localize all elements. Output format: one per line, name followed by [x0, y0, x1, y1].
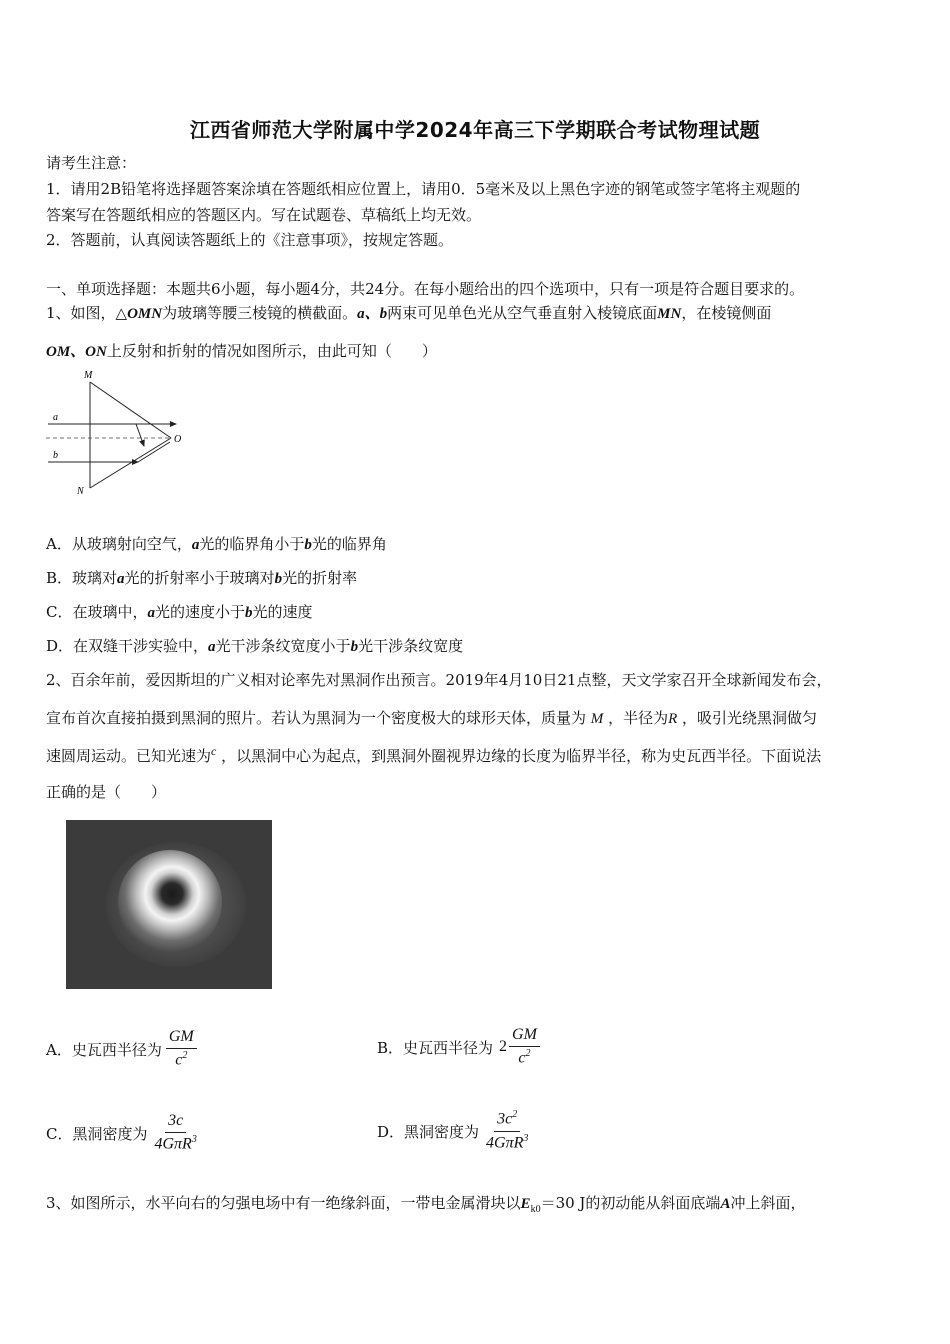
prism-figure — [44, 366, 194, 500]
q1-option-a[interactable]: A．从玻璃射向空气，a光的临界角小于b光的临界角 — [46, 535, 387, 553]
q2-option-b[interactable]: B．史瓦西半径为 2 $\frac{GM}{c^2}$ — [377, 1022, 540, 1072]
prism-side-on — [90, 438, 171, 488]
black-hole-image — [66, 820, 272, 989]
label-b: b — [53, 450, 58, 461]
q2-stem-line2: 宣布首次直接拍摄到黑洞的照片。若认为黑洞为一个密度极大的球形天体，质量为 M ，半径为R ，吸引光绕黑洞做匀 — [46, 709, 818, 727]
label-N: N — [77, 486, 84, 497]
section-heading: 一、单项选择题：本题共6小题，每小题4分，共24分。在每小题给出的四个选项中，只有一项是符合题目要求的。 — [46, 280, 805, 298]
q3-stem-line1: 3、如图所示，水平向右的匀强电场中有一绝缘斜面，一带电金属滑块以$E_{k0}=30$ J的初动能从斜面底端A冲上斜面， — [46, 1194, 806, 1215]
page-title: 江西省师范大学附属中学2024年高三下学期联合考试物理试题 — [189, 118, 761, 142]
q2-option-d[interactable]: D．黑洞密度为 $\frac{3c^2}{4G\pi R^3}$ — [377, 1109, 529, 1151]
q1-option-d[interactable]: D．在双缝干涉实验中，a光干涉条纹宽度小于b光干涉条纹宽度 — [46, 637, 464, 655]
ray-a-reflected — [136, 424, 144, 446]
notice-item: 2．答题前，认真阅读答题纸上的《注意事项》，按规定答题。 — [46, 231, 454, 249]
ray-b-path — [138, 442, 170, 462]
q1-option-b[interactable]: B．玻璃对a光的折射率小于玻璃对b光的折射率 — [46, 569, 358, 587]
label-a: a — [53, 412, 58, 423]
q2-option-a[interactable]: A．史瓦西半径为 $\frac{GM}{c^2}$ — [46, 1024, 197, 1074]
q1-stem-line2: OM、ON上反射和折射的情况如图所示，由此可知（ ） — [46, 342, 437, 360]
q2-option-c[interactable]: C．黑洞密度为 $\frac{3c}{4G\pi R^3}$ — [46, 1112, 197, 1153]
q2-stem-line4: 正确的是（ ） — [46, 783, 167, 801]
prism-side-om — [90, 382, 171, 438]
notice-item: 答案写在答题纸相应的答题区内。写在试题卷、草稿纸上均无效。 — [46, 206, 482, 224]
notice-heading: 请考生注意： — [46, 154, 137, 172]
label-O: O — [174, 434, 182, 445]
q2-stem-line1: 2、百余年前，爱因斯坦的广义相对论率先对黑洞作出预言。2019年4月10日21点整，天文学家召开全球新闻发布会， — [46, 671, 832, 689]
q1-option-c[interactable]: C．在玻璃中，a光的速度小于b光的速度 — [46, 603, 313, 621]
label-M: M — [84, 370, 93, 381]
q1-stem-line1: 1、如图，△OMN为玻璃等腰三棱镜的横截面。a、b两束可见单色光从空气垂直射入棱镜底面MN，在棱镜侧面 — [46, 304, 772, 322]
notice-item: 1．请用2B铅笔将选择题答案涂填在答题纸相应位置上，请用0．5毫米及以上黑色字迹的钢笔或签字笔将主观题的 — [46, 180, 801, 198]
q2-stem-line3: 速圆周运动。已知光速为$^c$ ，以黑洞中心为起点，到黑洞外圈视界边缘的长度为临界半径，称为史瓦西半径。下面说法 — [46, 744, 822, 765]
